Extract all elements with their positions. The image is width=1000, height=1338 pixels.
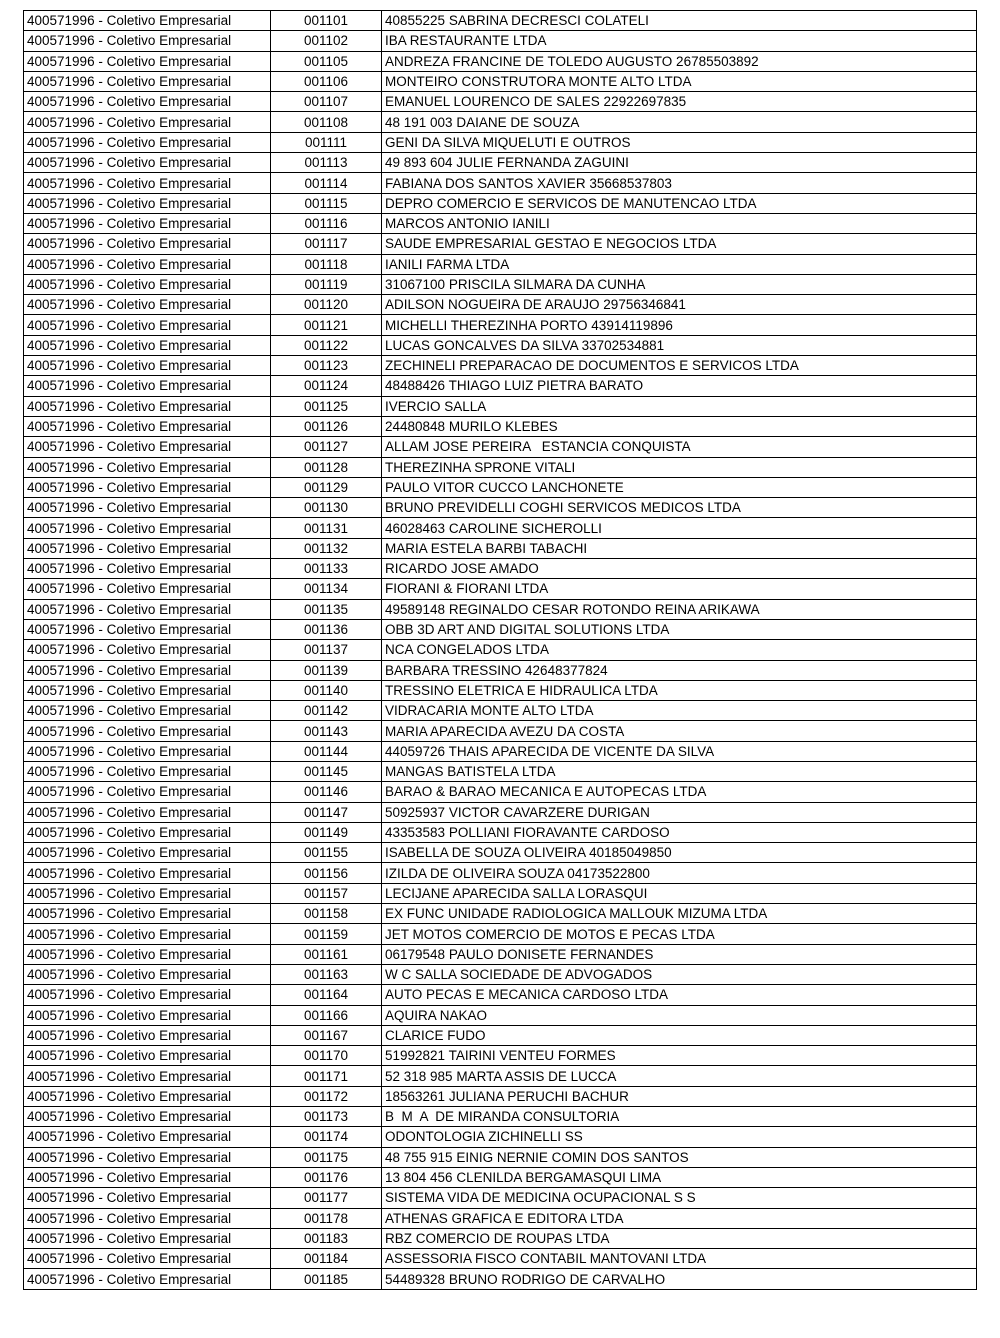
table-row (24, 924, 977, 944)
name-cell: MARIA ESTELA BARBI TABACHI (382, 538, 977, 558)
table-row (24, 51, 977, 71)
name-cell: MANGAS BATISTELA LTDA (382, 761, 977, 781)
table-row (24, 782, 977, 802)
contract-cell: 400571996 - Coletivo Empresarial (24, 1228, 271, 1248)
name-cell: 13 804 456 CLENILDA BERGAMASQUI LIMA (382, 1167, 977, 1187)
name-cell: IBA RESTAURANTE LTDA (382, 31, 977, 51)
code-cell: 001142 (271, 701, 382, 721)
name-cell: RBZ COMERCIO DE ROUPAS LTDA (382, 1228, 977, 1248)
table-row (24, 274, 977, 294)
name-cell: CLARICE FUDO (382, 1025, 977, 1045)
code-cell: 001164 (271, 985, 382, 1005)
name-cell: LECIJANE APARECIDA SALLA LORASQUI (382, 883, 977, 903)
table-row (24, 741, 977, 761)
table-row (24, 944, 977, 964)
code-cell: 001118 (271, 254, 382, 274)
contract-cell: 400571996 - Coletivo Empresarial (24, 680, 271, 700)
name-cell: B M A DE MIRANDA CONSULTORIA (382, 1107, 977, 1127)
table-row (24, 1025, 977, 1045)
contract-table (23, 10, 977, 1290)
code-cell: 001105 (271, 51, 382, 71)
table-row (24, 234, 977, 254)
table-row (24, 843, 977, 863)
code-cell: 001155 (271, 843, 382, 863)
table-row (24, 112, 977, 132)
table-row (24, 416, 977, 436)
name-cell: NCA CONGELADOS LTDA (382, 640, 977, 660)
contract-cell: 400571996 - Coletivo Empresarial (24, 843, 271, 863)
code-cell: 001172 (271, 1086, 382, 1106)
table-row (24, 1046, 977, 1066)
name-cell: ZECHINELI PREPARACAO DE DOCUMENTOS E SERVICOS LTDA (382, 356, 977, 376)
table-row (24, 1208, 977, 1228)
code-cell: 001121 (271, 315, 382, 335)
name-cell: MARIA APARECIDA AVEZU DA COSTA (382, 721, 977, 741)
code-cell: 001159 (271, 924, 382, 944)
table-row (24, 92, 977, 112)
code-cell: 001144 (271, 741, 382, 761)
table-row (24, 985, 977, 1005)
contract-cell: 400571996 - Coletivo Empresarial (24, 599, 271, 619)
contract-cell: 400571996 - Coletivo Empresarial (24, 782, 271, 802)
table-row (24, 1249, 977, 1269)
code-cell: 001171 (271, 1066, 382, 1086)
contract-cell: 400571996 - Coletivo Empresarial (24, 579, 271, 599)
code-cell: 001117 (271, 234, 382, 254)
contract-cell: 400571996 - Coletivo Empresarial (24, 437, 271, 457)
table-row (24, 31, 977, 51)
code-cell: 001135 (271, 599, 382, 619)
code-cell: 001145 (271, 761, 382, 781)
name-cell: ALLAM JOSE PEREIRA ESTANCIA CONQUISTA (382, 437, 977, 457)
code-cell: 001149 (271, 822, 382, 842)
name-cell: ATHENAS GRAFICA E EDITORA LTDA (382, 1208, 977, 1228)
name-cell: BARBARA TRESSINO 42648377824 (382, 660, 977, 680)
name-cell: MONTEIRO CONSTRUTORA MONTE ALTO LTDA (382, 71, 977, 91)
contract-cell: 400571996 - Coletivo Empresarial (24, 1086, 271, 1106)
table-row (24, 193, 977, 213)
code-cell: 001166 (271, 1005, 382, 1025)
code-cell: 001107 (271, 92, 382, 112)
name-cell: DEPRO COMERCIO E SERVICOS DE MANUTENCAO LTDA (382, 193, 977, 213)
table-row (24, 477, 977, 497)
contract-cell: 400571996 - Coletivo Empresarial (24, 1167, 271, 1187)
contract-cell: 400571996 - Coletivo Empresarial (24, 274, 271, 294)
code-cell: 001124 (271, 376, 382, 396)
code-cell: 001173 (271, 1107, 382, 1127)
table-row (24, 721, 977, 741)
code-cell: 001111 (271, 132, 382, 152)
table-row (24, 559, 977, 579)
code-cell: 001143 (271, 721, 382, 741)
name-cell: 51992821 TAIRINI VENTEU FORMES (382, 1046, 977, 1066)
code-cell: 001137 (271, 640, 382, 660)
contract-cell: 400571996 - Coletivo Empresarial (24, 1107, 271, 1127)
code-cell: 001102 (271, 31, 382, 51)
code-cell: 001133 (271, 559, 382, 579)
name-cell: 31067100 PRISCILA SILMARA DA CUNHA (382, 274, 977, 294)
table-row (24, 518, 977, 538)
name-cell: OBB 3D ART AND DIGITAL SOLUTIONS LTDA (382, 619, 977, 639)
code-cell: 001163 (271, 964, 382, 984)
name-cell: 48 191 003 DAIANE DE SOUZA (382, 112, 977, 132)
contract-cell: 400571996 - Coletivo Empresarial (24, 1249, 271, 1269)
name-cell: TRESSINO ELETRICA E HIDRAULICA LTDA (382, 680, 977, 700)
name-cell: MICHELLI THEREZINHA PORTO 43914119896 (382, 315, 977, 335)
name-cell: 48488426 THIAGO LUIZ PIETRA BARATO (382, 376, 977, 396)
table-row (24, 701, 977, 721)
name-cell: 40855225 SABRINA DECRESCI COLATELI (382, 11, 977, 31)
code-cell: 001131 (271, 518, 382, 538)
code-cell: 001120 (271, 295, 382, 315)
contract-cell: 400571996 - Coletivo Empresarial (24, 619, 271, 639)
table-body (24, 11, 977, 1290)
contract-cell: 400571996 - Coletivo Empresarial (24, 71, 271, 91)
name-cell: ODONTOLOGIA ZICHINELLI SS (382, 1127, 977, 1147)
table-row (24, 132, 977, 152)
name-cell: 54489328 BRUNO RODRIGO DE CARVALHO (382, 1269, 977, 1289)
code-cell: 001161 (271, 944, 382, 964)
contract-cell: 400571996 - Coletivo Empresarial (24, 741, 271, 761)
code-cell: 001125 (271, 396, 382, 416)
table-row (24, 295, 977, 315)
code-cell: 001157 (271, 883, 382, 903)
code-cell: 001122 (271, 335, 382, 355)
name-cell: SAUDE EMPRESARIAL GESTAO E NEGOCIOS LTDA (382, 234, 977, 254)
contract-cell: 400571996 - Coletivo Empresarial (24, 721, 271, 741)
name-cell: FIORANI & FIORANI LTDA (382, 579, 977, 599)
table-row (24, 579, 977, 599)
contract-cell: 400571996 - Coletivo Empresarial (24, 153, 271, 173)
table-row (24, 1066, 977, 1086)
table-row (24, 640, 977, 660)
name-cell: IANILI FARMA LTDA (382, 254, 977, 274)
table-row (24, 335, 977, 355)
code-cell: 001116 (271, 213, 382, 233)
table-row (24, 904, 977, 924)
contract-cell: 400571996 - Coletivo Empresarial (24, 660, 271, 680)
name-cell: IZILDA DE OLIVEIRA SOUZA 04173522800 (382, 863, 977, 883)
contract-cell: 400571996 - Coletivo Empresarial (24, 701, 271, 721)
contract-cell: 400571996 - Coletivo Empresarial (24, 1005, 271, 1025)
contract-cell: 400571996 - Coletivo Empresarial (24, 904, 271, 924)
contract-cell: 400571996 - Coletivo Empresarial (24, 396, 271, 416)
code-cell: 001147 (271, 802, 382, 822)
name-cell: AQUIRA NAKAO (382, 1005, 977, 1025)
contract-cell: 400571996 - Coletivo Empresarial (24, 1188, 271, 1208)
table-row (24, 437, 977, 457)
contract-cell: 400571996 - Coletivo Empresarial (24, 31, 271, 51)
contract-cell: 400571996 - Coletivo Empresarial (24, 761, 271, 781)
name-cell: SISTEMA VIDA DE MEDICINA OCUPACIONAL S S (382, 1188, 977, 1208)
contract-cell: 400571996 - Coletivo Empresarial (24, 92, 271, 112)
table-row (24, 660, 977, 680)
contract-table-sheet (23, 10, 976, 1290)
code-cell: 001129 (271, 477, 382, 497)
name-cell: 46028463 CAROLINE SICHEROLLI (382, 518, 977, 538)
contract-cell: 400571996 - Coletivo Empresarial (24, 457, 271, 477)
contract-cell: 400571996 - Coletivo Empresarial (24, 640, 271, 660)
contract-cell: 400571996 - Coletivo Empresarial (24, 295, 271, 315)
name-cell: THEREZINHA SPRONE VITALI (382, 457, 977, 477)
code-cell: 001140 (271, 680, 382, 700)
name-cell: MARCOS ANTONIO IANILI (382, 213, 977, 233)
code-cell: 001134 (271, 579, 382, 599)
table-row (24, 680, 977, 700)
code-cell: 001146 (271, 782, 382, 802)
table-row (24, 71, 977, 91)
table-row (24, 822, 977, 842)
name-cell: 48 755 915 EINIG NERNIE COMIN DOS SANTOS (382, 1147, 977, 1167)
contract-cell: 400571996 - Coletivo Empresarial (24, 416, 271, 436)
name-cell: 52 318 985 MARTA ASSIS DE LUCCA (382, 1066, 977, 1086)
table-row (24, 498, 977, 518)
code-cell: 001106 (271, 71, 382, 91)
contract-cell: 400571996 - Coletivo Empresarial (24, 193, 271, 213)
code-cell: 001130 (271, 498, 382, 518)
name-cell: 49 893 604 JULIE FERNANDA ZAGUINI (382, 153, 977, 173)
name-cell: AUTO PECAS E MECANICA CARDOSO LTDA (382, 985, 977, 1005)
contract-cell: 400571996 - Coletivo Empresarial (24, 964, 271, 984)
code-cell: 001176 (271, 1167, 382, 1187)
contract-cell: 400571996 - Coletivo Empresarial (24, 213, 271, 233)
table-row (24, 376, 977, 396)
table-row (24, 11, 977, 31)
name-cell: PAULO VITOR CUCCO LANCHONETE (382, 477, 977, 497)
name-cell: FABIANA DOS SANTOS XAVIER 35668537803 (382, 173, 977, 193)
contract-cell: 400571996 - Coletivo Empresarial (24, 1066, 271, 1086)
contract-cell: 400571996 - Coletivo Empresarial (24, 356, 271, 376)
contract-cell: 400571996 - Coletivo Empresarial (24, 254, 271, 274)
table-row (24, 315, 977, 335)
name-cell: ANDREZA FRANCINE DE TOLEDO AUGUSTO 26785503892 (382, 51, 977, 71)
table-row (24, 599, 977, 619)
table-row (24, 213, 977, 233)
name-cell: RICARDO JOSE AMADO (382, 559, 977, 579)
contract-cell: 400571996 - Coletivo Empresarial (24, 376, 271, 396)
contract-cell: 400571996 - Coletivo Empresarial (24, 234, 271, 254)
code-cell: 001174 (271, 1127, 382, 1147)
contract-cell: 400571996 - Coletivo Empresarial (24, 1269, 271, 1289)
contract-cell: 400571996 - Coletivo Empresarial (24, 985, 271, 1005)
code-cell: 001156 (271, 863, 382, 883)
contract-cell: 400571996 - Coletivo Empresarial (24, 132, 271, 152)
contract-cell: 400571996 - Coletivo Empresarial (24, 944, 271, 964)
table-row (24, 173, 977, 193)
name-cell: VIDRACARIA MONTE ALTO LTDA (382, 701, 977, 721)
code-cell: 001175 (271, 1147, 382, 1167)
name-cell: JET MOTOS COMERCIO DE MOTOS E PECAS LTDA (382, 924, 977, 944)
code-cell: 001126 (271, 416, 382, 436)
table-row (24, 254, 977, 274)
contract-cell: 400571996 - Coletivo Empresarial (24, 477, 271, 497)
table-row (24, 619, 977, 639)
code-cell: 001119 (271, 274, 382, 294)
code-cell: 001185 (271, 1269, 382, 1289)
code-cell: 001114 (271, 173, 382, 193)
code-cell: 001115 (271, 193, 382, 213)
code-cell: 001177 (271, 1188, 382, 1208)
name-cell: W C SALLA SOCIEDADE DE ADVOGADOS (382, 964, 977, 984)
table-row (24, 538, 977, 558)
code-cell: 001136 (271, 619, 382, 639)
contract-cell: 400571996 - Coletivo Empresarial (24, 538, 271, 558)
contract-cell: 400571996 - Coletivo Empresarial (24, 51, 271, 71)
contract-cell: 400571996 - Coletivo Empresarial (24, 173, 271, 193)
code-cell: 001167 (271, 1025, 382, 1045)
name-cell: 24480848 MURILO KLEBES (382, 416, 977, 436)
contract-cell: 400571996 - Coletivo Empresarial (24, 1127, 271, 1147)
contract-cell: 400571996 - Coletivo Empresarial (24, 1025, 271, 1045)
contract-cell: 400571996 - Coletivo Empresarial (24, 315, 271, 335)
table-row (24, 1269, 977, 1289)
table-row (24, 1167, 977, 1187)
code-cell: 001158 (271, 904, 382, 924)
code-cell: 001184 (271, 1249, 382, 1269)
contract-cell: 400571996 - Coletivo Empresarial (24, 1046, 271, 1066)
code-cell: 001123 (271, 356, 382, 376)
table-row (24, 1188, 977, 1208)
code-cell: 001128 (271, 457, 382, 477)
name-cell: IVERCIO SALLA (382, 396, 977, 416)
table-row (24, 883, 977, 903)
code-cell: 001108 (271, 112, 382, 132)
code-cell: 001101 (271, 11, 382, 31)
name-cell: LUCAS GONCALVES DA SILVA 33702534881 (382, 335, 977, 355)
contract-cell: 400571996 - Coletivo Empresarial (24, 924, 271, 944)
table-row (24, 1127, 977, 1147)
table-row (24, 802, 977, 822)
table-row (24, 1147, 977, 1167)
contract-cell: 400571996 - Coletivo Empresarial (24, 883, 271, 903)
contract-cell: 400571996 - Coletivo Empresarial (24, 1147, 271, 1167)
name-cell: ISABELLA DE SOUZA OLIVEIRA 40185049850 (382, 843, 977, 863)
table-row (24, 1005, 977, 1025)
table-row (24, 153, 977, 173)
contract-cell: 400571996 - Coletivo Empresarial (24, 518, 271, 538)
table-row (24, 356, 977, 376)
table-row (24, 863, 977, 883)
name-cell: ASSESSORIA FISCO CONTABIL MANTOVANI LTDA (382, 1249, 977, 1269)
contract-cell: 400571996 - Coletivo Empresarial (24, 335, 271, 355)
name-cell: 06179548 PAULO DONISETE FERNANDES (382, 944, 977, 964)
table-row (24, 761, 977, 781)
code-cell: 001170 (271, 1046, 382, 1066)
contract-cell: 400571996 - Coletivo Empresarial (24, 863, 271, 883)
contract-cell: 400571996 - Coletivo Empresarial (24, 802, 271, 822)
name-cell: 43353583 POLLIANI FIORAVANTE CARDOSO (382, 822, 977, 842)
table-row (24, 1107, 977, 1127)
contract-cell: 400571996 - Coletivo Empresarial (24, 1208, 271, 1228)
name-cell: GENI DA SILVA MIQUELUTI E OUTROS (382, 132, 977, 152)
code-cell: 001127 (271, 437, 382, 457)
contract-cell: 400571996 - Coletivo Empresarial (24, 112, 271, 132)
name-cell: EX FUNC UNIDADE RADIOLOGICA MALLOUK MIZUMA LTDA (382, 904, 977, 924)
code-cell: 001132 (271, 538, 382, 558)
name-cell: 49589148 REGINALDO CESAR ROTONDO REINA ARIKAWA (382, 599, 977, 619)
name-cell: EMANUEL LOURENCO DE SALES 22922697835 (382, 92, 977, 112)
table-row (24, 1086, 977, 1106)
name-cell: BRUNO PREVIDELLI COGHI SERVICOS MEDICOS LTDA (382, 498, 977, 518)
table-row (24, 964, 977, 984)
code-cell: 001113 (271, 153, 382, 173)
name-cell: BARAO & BARAO MECANICA E AUTOPECAS LTDA (382, 782, 977, 802)
code-cell: 001178 (271, 1208, 382, 1228)
name-cell: 18563261 JULIANA PERUCHI BACHUR (382, 1086, 977, 1106)
name-cell: 44059726 THAIS APARECIDA DE VICENTE DA SILVA (382, 741, 977, 761)
contract-cell: 400571996 - Coletivo Empresarial (24, 559, 271, 579)
contract-cell: 400571996 - Coletivo Empresarial (24, 11, 271, 31)
table-row (24, 396, 977, 416)
table-row (24, 457, 977, 477)
contract-cell: 400571996 - Coletivo Empresarial (24, 498, 271, 518)
contract-cell: 400571996 - Coletivo Empresarial (24, 822, 271, 842)
name-cell: 50925937 VICTOR CAVARZERE DURIGAN (382, 802, 977, 822)
name-cell: ADILSON NOGUEIRA DE ARAUJO 29756346841 (382, 295, 977, 315)
table-row (24, 1228, 977, 1248)
code-cell: 001139 (271, 660, 382, 680)
code-cell: 001183 (271, 1228, 382, 1248)
